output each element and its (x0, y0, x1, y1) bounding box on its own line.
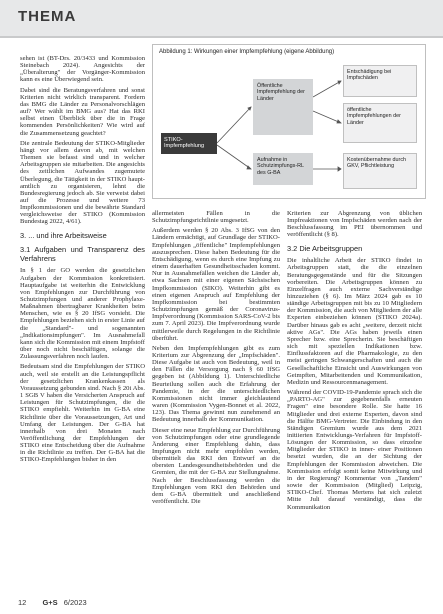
figure-impfempfehlung (152, 44, 426, 199)
figure-caption: Abbildung 1: Wirkungen einer Impfempfehlung (eigene Abbildung) (159, 49, 335, 55)
arrow-stiko-to-gba (217, 145, 251, 169)
arrow-laender-to-entschaedigung (313, 81, 341, 97)
paragraph: Bedeutsam sind die Empfehlungen der STIKO auch, weil sie erstellt an die Leistungspflicht der gesetzlichen Krankenkassen als Voraussetzung gebunden sind. Nach § 20i Abs. 1 SGB V haben die Versicherten Anspruch auf Leistungen für Schutzimpfungen, die die STIKO empfiehlt. Weiterhin im G-BA eine Richtlinie über die Voraussetzungen, Art und Umfang der Leistungen. Der G-BA hat innerhalb von drei Monaten nach Veröffentlichung der Empfehlungen der STIKO eine Entscheidung über die Aufnahme in die Richtlinie zu treffen. Der G-BA hat die STIKO-Empfehlungen bisher in den (20, 363, 145, 464)
paragraph: allermeisten Fällen in die Schutzimpfungsrichtlinie umgesetzt. (152, 210, 280, 225)
arrowhead (338, 167, 341, 171)
paragraph: sehen ist (BT-Drs. 20/3433 und Kommission Steinebach 2024). Angesichts der „Überalterung" der Vorgänger-Kommission kann es eine Überwiegend sein. (20, 55, 145, 84)
issue-number: 6/2023 (63, 598, 87, 607)
arrowhead (338, 81, 341, 84)
paragraph: Neben den Impfempfehlungen gibt es zum Kriterium zur Abgrenzung der „Impfschäden". Diese Aufgabe ist auch von Bedeutung, weil in den Fällen die Versorgung nach § 60 IfSG gegeben ist (Abbildung 1). Unterschiedliche Beurteilung sollen auch die Erfahrung der Pandemie, in der die unterschiedlichen Kommissionen nicht immer gleichlautend waren (Kommission Vygen-Bonnet et al. 2022, 123). Das Thema gewinnt nun zunehmend an Bedeutung innerhalb der Kommunikation. (152, 344, 280, 424)
paragraph: Dabei sind die Beratungsverfahren und sonst Kriterien nicht wirklich transparent. Fordern das BMG die Länder zu Personalvorschlägen auf? Wer wählt im BMG aus? Hat das RKI selbst einen Überblick über die in Frage kommenden Persönlichkeiten? Wie wird auf die Zusammensetzung geachtet? (20, 86, 145, 137)
arrow-laender-to-oeffentlich (313, 111, 341, 123)
text-column-3 (287, 210, 422, 514)
paragraph: In § 1 der GO werden die gesetzlichen Aufgaben der Kommission konkretisiert. Hauptaufgabe ist weiterhin die Entwicklung von Empfehlungen zur Durchführung von Schutzimpfungen und anderer Prophylaxe-Maßnahmen übertragbarer Krankheiten beim Menschen, wie es § 20 IfSG vorsieht. Die Empfehlungen beziehen sich in erster Linie auf die „Standard"- und sogenannten „Indikationsimpfungen". Im Ausnahmefall kann sich die Kommission mit einem Impfstoff über noch nicht beschäftigen, solange die Zulassungsverfahren noch laufen. (20, 267, 145, 361)
section-heading: 3. ... und ihre Arbeitsweise (20, 230, 107, 240)
paragraph: Dieser eine neue Empfehlung zur Durchführung von Schutzimpfungen oder eine grundlegende Änderung einer Empfehlung dahin, dass Impfungen nicht mehr empfohlen werden, übermittelt das RKI den Entwurf an die obersten Landesgesundheitsbehörden und die Gremien, die mit der G-BA zur Stellungnahme. Nach der Beschlussfassung werden die Empfehlungen vom RKI den Behörden und dem G-BA übermittelt und anschließend veröffentlicht. Die (152, 426, 280, 506)
paragraph: Die zentrale Bedeutung der STIKO-Mitglieder hängt vor allem davon ab, mit welchen Themen sie befasst sind und in welcher Arbeitsgruppen sie mitarbeiten. Die angesichts des zeitlichen Aufwandes zugemutete Überlegung, die Tätigkeit in der STIKO haupt- amtlich zu organisieren, lehnt die Bundesregierung jedoch ab. Sie verweist dabei auf die Prozesse und weitere 73 Impfkommissionen und die bewährte Standard vergleichsweise der STIKO (Kommission Bundestag 2022, 4/61). (20, 139, 145, 226)
entschaedigung-box: Entschädigung bei Impfschäden (343, 65, 417, 97)
section-title: THEMA (18, 8, 77, 25)
subsection-heading: 3.1 Aufgaben und Transparenz des Verfahrens (20, 245, 145, 263)
page-number: 12 (18, 598, 27, 607)
oeffentliche-empfehlung-box: öffentliche Impfempfehlungen der Länder (343, 103, 417, 143)
paragraph: Außerdem werden § 20 Abs. 3 IfSG von den Ländern ermächtigt, auf Grundlage der STIKO-Empfehlungen „öffentliche" Impfempfehlungen auszusprechen. Diese haben Bedeutung für die Entschädigung, wenn es durch eine Impfung zu einem dauerhaften Gesundheitsschaden kommt. Nur in Ausnahmefällen weichen die Länder ab, etwa Sachsen mit einer eigenen Sächsischen Impfkommission (SIKO). Weiterhin gibt es einen eigenen Anspruch auf Empfehlung der Impfkommission bei bestimmten Schutzimpfungen gemäß der Coronavirus-Impfverordnung (Kommission SARS-CoV-2 bis zum 7. April 2023). Die Impfverordnung wurde mittlerweile durch Regelungen in die Richtlinie überführt. (152, 227, 280, 342)
subsection-heading: 3.2 Die Arbeitsgruppen (287, 243, 363, 253)
text-column-1 (20, 55, 145, 467)
paragraph: Während der COVID-19-Pandemie sprach sich die „PARTO-AG" zur gegebenenfalls erneuten Fragen" eine besondere Rolle. Sie hatte 16 Mitglieder und drei externe Experten, davon sind die Hälfte BMG-Vertreter. Die Einbindung in den Ständigen Gremium wurde aus dem 2021 initiierten Entwicklungs-Verfahren für Impfstoff-Lösungen der Kommission, so dass einzelne Mitglieder der STIKO in inner- einer Positionen besetzt wurden, die an der Sichtung der Empfehlungen der Kommission abweichen. Die Kommission erfolgt somit keine Mitwirkung und in der Regierung? Kommentar von „Tandem" sowie der Kommission (Mitglied) Leipzig, STIKO-Chef. Thomas Mertens hat sich zuletzt Mitte Juli darauf verständigt, dass die Kommunikation (287, 389, 422, 511)
page-footer (18, 598, 87, 607)
kostenuebernahme-box: Kostenübernahme durch GKV, Pflichtleistung (343, 153, 417, 189)
text-column-2 (152, 210, 280, 508)
laender-empfehlung-box: Öffentliche Impfempfehlung der Länder (253, 79, 313, 135)
gba-richtlinie-box: Aufnahme in Schutzimpfungs-RL des G-BA (253, 153, 313, 185)
arrowhead (337, 120, 341, 123)
arrowhead (247, 166, 251, 169)
stiko-impfempfehlung-box: STIKO-Impfempfehlung (161, 133, 217, 154)
arrow-stiko-to-laender (217, 107, 251, 143)
paragraph: Kriterien zur Abgrenzung von üblichen Impfreaktionen von Impfschäden werden nach der Beschlussfassung im PEI übernommen und veröffentlicht (§ 8). (287, 210, 422, 239)
journal-name: G+S (42, 598, 58, 607)
header-bar (0, 0, 443, 38)
paragraph: Die inhaltliche Arbeit der STIKO findet in Arbeitsgruppen statt, die die einzelnen Beratungsgegenstände und für die Sitzungen vorbereiten. Die Arbeitsgruppen können zu Einzelfragen auch externe Sachverständige hinzuziehen (§ 6). Im März 2024 gab es 10 ständige Arbeitsgruppen mit bis zu 10 Mitgliedern der Kommission, die auch von Mitgliedern der alle Experten einbeziehen können (STIKO 2024a). Darüber hinaus gab es acht „weitere, derzeit nicht aktive AGs". Die AGs haben jeweils einen Sprecher bzw. eine Sprecherin. Sie beschäftigen sich mit speziellen Indikationen bzw. Einflussfaktoren auf die Pharmakologie, zu den meist geringen Schwangerschaften und auch die Gesellschaftliche Einsicht und Auswirkungen von Geimpften, Mitarbeitenden und Kommunikation, Medizin und Ressourcenmanagement. (287, 257, 422, 386)
